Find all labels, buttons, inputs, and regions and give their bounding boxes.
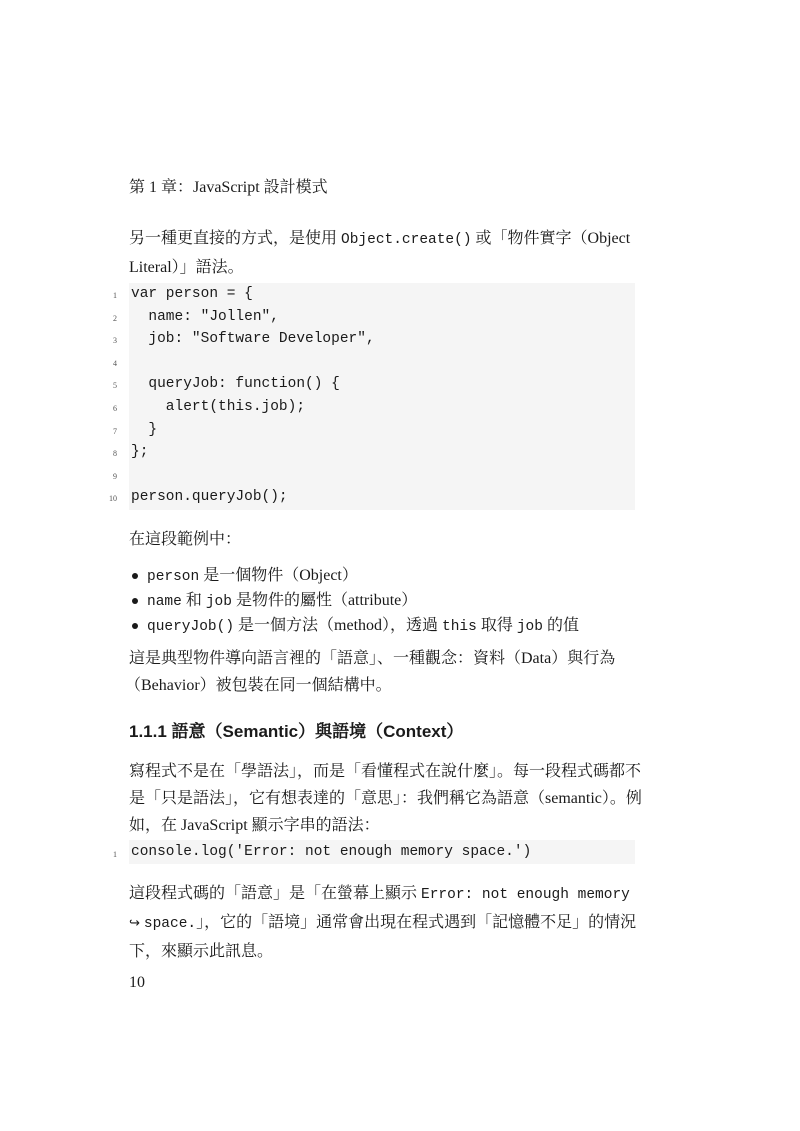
intro-text-1: 另一種更直接的方式，是使用 bbox=[129, 230, 342, 247]
code-text: name: "Jollen", bbox=[131, 308, 279, 325]
inline-code: person bbox=[147, 569, 200, 585]
summary-line-2: （Behavior）被包裝在同一個結構中。 bbox=[125, 677, 392, 694]
list-text: 和 bbox=[181, 592, 206, 609]
semantic-line-1: 寫程式不是在「學語法」，而是「看懂程式在說什麼」。每一段程式碼都不 bbox=[129, 763, 642, 780]
line-number: 2 bbox=[113, 313, 117, 323]
bullet-icon bbox=[132, 598, 138, 604]
code-line bbox=[113, 283, 635, 306]
line-number: 5 bbox=[113, 381, 117, 391]
summary-paragraph bbox=[125, 645, 635, 699]
example-intro: 在這段範例中： bbox=[129, 531, 242, 548]
context-paragraph bbox=[129, 880, 635, 965]
code-line bbox=[113, 328, 635, 351]
code-line bbox=[113, 840, 635, 864]
semantic-paragraph bbox=[129, 758, 642, 839]
code-line bbox=[113, 464, 635, 487]
line-number: 7 bbox=[113, 426, 117, 436]
code-line bbox=[113, 396, 635, 419]
code-line bbox=[113, 351, 635, 374]
code-text: }; bbox=[131, 444, 149, 461]
intro-line-1 bbox=[129, 225, 635, 254]
inline-code: queryJob() bbox=[147, 619, 235, 635]
list-item bbox=[129, 563, 635, 588]
code-text: alert(this.job); bbox=[131, 398, 306, 415]
bullet-list bbox=[129, 563, 635, 638]
list-text: 是一個物件（Object） bbox=[199, 567, 358, 584]
code-line bbox=[113, 441, 635, 464]
inline-code: Error: not enough memory bbox=[421, 887, 630, 903]
line-number: 3 bbox=[113, 336, 117, 346]
inline-code: job bbox=[516, 619, 543, 635]
page-number: 10 bbox=[129, 974, 145, 991]
code-line bbox=[113, 373, 635, 396]
code-line bbox=[109, 486, 635, 509]
code-text: } bbox=[131, 421, 158, 438]
inline-code: job bbox=[205, 594, 232, 610]
inline-code: space. bbox=[143, 916, 197, 932]
intro-line-2: Literal）」語法。 bbox=[129, 259, 244, 276]
bullet-icon bbox=[132, 573, 138, 579]
list-text: 是物件的屬性（attribute） bbox=[231, 592, 418, 609]
code-line bbox=[113, 419, 635, 442]
chapter-header: 第 1 章：JavaScript 設計模式 bbox=[129, 179, 328, 196]
bullet-icon bbox=[132, 623, 138, 629]
list-text: 是一個方法（method），透過 bbox=[234, 617, 443, 634]
inline-code: this bbox=[442, 619, 477, 635]
line-wrap-arrow-icon: ↪ bbox=[129, 916, 140, 931]
semantic-line-2: 是「只是語法」，它有想表達的「意思」：我們稱它為語意（semantic）。例 bbox=[129, 790, 642, 807]
context-line-2 bbox=[129, 909, 635, 938]
inline-code-object-create: Object.create() bbox=[341, 232, 472, 248]
intro-paragraph bbox=[129, 225, 635, 281]
list-item bbox=[129, 613, 635, 638]
line-number: 8 bbox=[113, 449, 117, 459]
code-block-console bbox=[113, 840, 635, 864]
code-text: queryJob: function() { bbox=[131, 376, 340, 393]
semantic-line-3: 如，在 JavaScript 顯示字串的語法： bbox=[129, 817, 380, 834]
line-number: 6 bbox=[113, 403, 117, 413]
context-text: 」，它的「語境」通常會出現在程式遇到「記憶體不足」的情況 bbox=[196, 914, 637, 931]
intro-text-2: 或「物件實字（Object bbox=[471, 230, 631, 247]
list-text: 取得 bbox=[476, 617, 517, 634]
line-number: 10 bbox=[109, 494, 117, 504]
context-text: 這段程式碼的「語意」是「在螢幕上顯示 bbox=[129, 885, 422, 902]
line-number: 4 bbox=[113, 358, 117, 368]
section-heading: 1.1.1 語意（Semantic）與語境（Context） bbox=[129, 722, 464, 741]
code-line bbox=[113, 306, 635, 329]
summary-line-1: 這是典型物件導向語言裡的「語意」、一種觀念：資料（Data）與行為 bbox=[129, 650, 616, 667]
code-block-person bbox=[109, 283, 635, 510]
code-text: person.queryJob(); bbox=[131, 489, 288, 506]
code-text: var person = { bbox=[131, 286, 253, 302]
context-line-1 bbox=[129, 880, 635, 909]
inline-code: name bbox=[147, 594, 182, 610]
list-item bbox=[129, 588, 635, 613]
context-line-3: 下，來顯示此訊息。 bbox=[129, 943, 274, 960]
line-number: 9 bbox=[113, 471, 117, 481]
code-text: job: "Software Developer", bbox=[131, 331, 375, 348]
line-number: 1 bbox=[113, 291, 117, 300]
code-text: console.log('Error: not enough memory space.') bbox=[131, 844, 532, 860]
list-text: 的值 bbox=[542, 617, 579, 634]
book-page bbox=[109, 0, 642, 1131]
line-number: 1 bbox=[113, 850, 117, 859]
